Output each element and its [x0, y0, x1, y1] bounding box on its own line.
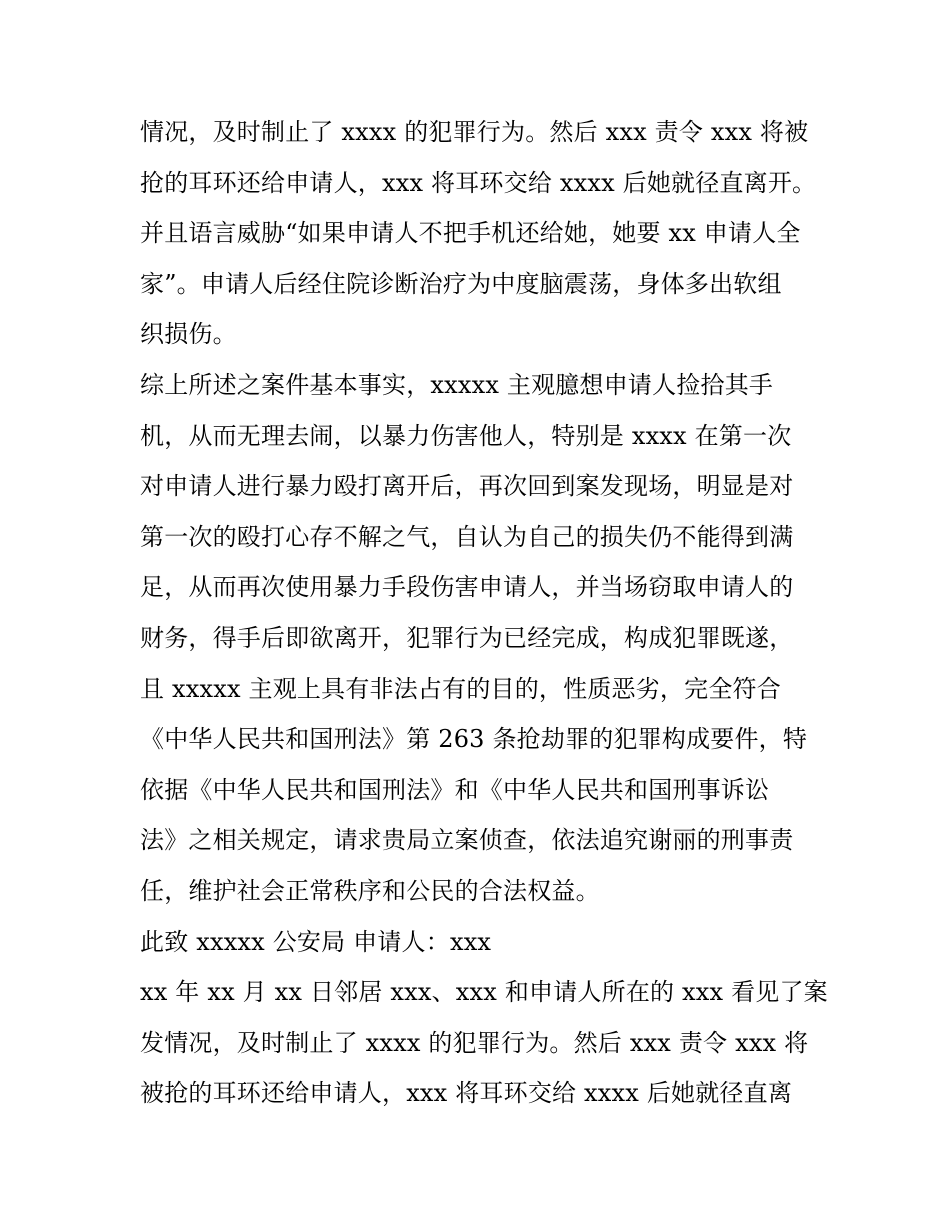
text-line: 任，维护社会正常秩序和公民的合法权益。: [140, 876, 600, 905]
text-line: 抢的耳环还给申请人，xxx 将耳环交给 xxxx 后她就径直离开。: [140, 168, 817, 197]
text-line: 机，从而无理去闹，以暴力伤害他人，特别是 xxxx 在第一次: [140, 421, 792, 450]
text-line: 对申请人进行暴力殴打离开后，再次回到案发现场，明显是对: [140, 472, 794, 501]
text-line: 财务，得手后即欲离开，犯罪行为已经完成，构成犯罪既遂，: [140, 623, 794, 652]
text-line: 家”。申请人后经住院诊断治疗为中度脑震荡，身体多出软组: [140, 269, 782, 298]
text-line: 第一次的殴打心存不解之气，自认为自己的损失仍不能得到满: [140, 522, 794, 551]
text-line: 足，从而再次使用暴力手段伤害申请人，并当场窃取申请人的: [140, 573, 794, 602]
text-line: 且 xxxxx 主观上具有非法占有的目的，性质恶劣，完全符合: [140, 674, 781, 703]
text-line: 织损伤。: [140, 320, 237, 349]
text-line: 被抢的耳环还给申请人，xxx 将耳环交给 xxxx 后她就径直离: [140, 1079, 793, 1108]
text-line: 发情况，及时制止了 xxxx 的犯罪行为。然后 xxx 责令 xxx 将: [140, 1028, 809, 1057]
text-line: xx 年 xx 月 xx 日邻居 xxx、xxx 和申请人所在的 xxx 看见了案: [140, 978, 828, 1007]
text-line: 此致 xxxxx 公安局 申请人：xxx: [140, 927, 492, 956]
text-line: 综上所述之案件基本事实，xxxxx 主观臆想申请人捡拾其手: [140, 370, 774, 399]
text-line: 依据《中华人民共和国刑法》和《中华人民共和国刑事诉讼: [140, 775, 770, 804]
text-line: 《中华人民共和国刑法》第 263 条抢劫罪的犯罪构成要件，特: [140, 725, 808, 754]
document-body: [140, 107, 830, 1119]
text-line: 并且语言威胁“如果申请人不把手机还给她，她要 xx 申请人全: [140, 219, 801, 248]
text-line: 情况，及时制止了 xxxx 的犯罪行为。然后 xxx 责令 xxx 将被: [140, 118, 809, 146]
text-line: 法》之相关规定，请求贵局立案侦查，依法追究谢丽的刑事责: [140, 826, 794, 855]
